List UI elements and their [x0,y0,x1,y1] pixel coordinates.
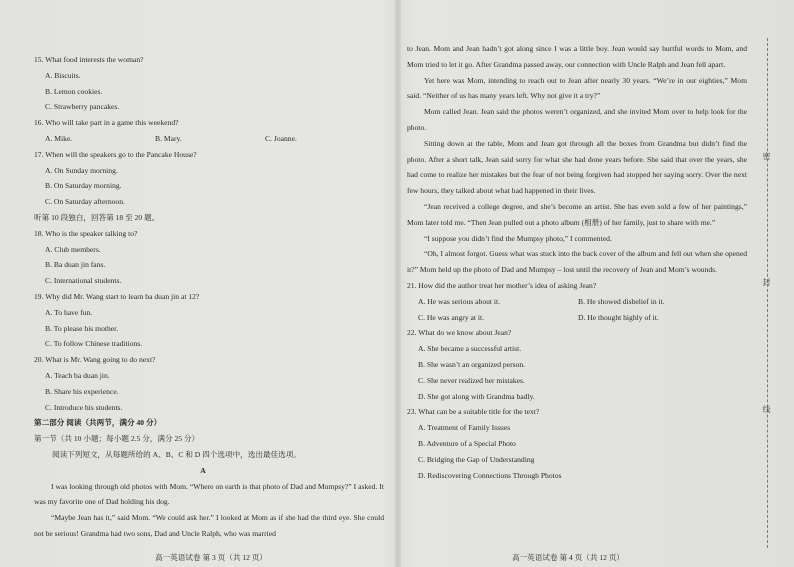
option: B. She wasn’t an organized person. [418,359,526,369]
passage-paragraph: “Oh, I almost forgot. Guess what was stuck into the back cover of the album and fell out when she opened it?” Mom held up the photo of Dad and Mumpsy – lost until the recovery of Jean and Mom’s wounds. [407,249,747,275]
option: A. Club members. [45,244,101,254]
options-row [34,131,384,147]
option: A. Treatment of Family Issues [418,423,511,433]
option: B. On Saturday morning. [45,181,122,191]
passage-paragraph: to Jean. Mom and Jean hadn’t got along since I was a little boy. Jean would say hurtful words to Mom, and Mom tried to let it go. After Grandma passed away, our connection with Uncle Ralph and Jean fell apart. [407,44,747,69]
reading-instruction: 阅读下列短文，从每题所给的 A、B、C 和 D 四个选项中，选出最佳选项。 [52,449,301,459]
option: B. Mary. [155,133,182,143]
passage-paragraph: Yet here was Mom, intending to reach out to Jean after nearly 30 years. “We’re in our eighties,” Mom said. “Neither of us has many years left. Why not give it a try?” [407,75,747,101]
options-row [407,294,747,310]
passage-paragraph: “I suppose you didn’t find the Mumpsy photo,” I commented. [424,233,612,243]
option: D. Rediscovering Connections Through Photos [418,470,562,480]
question-21: 21. How did the author treat her mother’s idea of asking Jean? [407,280,597,290]
binding-mark-mid: 封 [762,278,771,286]
page-footer-left: 高一英语试卷 第 3 页（共 12 页） [155,553,268,562]
option: C. To follow Chinese traditions. [45,339,143,349]
question-19: 19. Why did Mr. Wang start to learn ba duan jin at 12? [34,291,200,301]
left-page [34,52,384,542]
question-17: 17. When will the speakers go to the Pancake House? [34,149,197,159]
right-page [407,41,747,483]
page-fold [395,0,401,567]
option: C. He was angry at it. [418,312,485,322]
option: D. He thought highly of it. [578,312,659,322]
option: C. International students. [45,276,122,286]
option: B. Lemon cookies. [45,86,103,96]
option: C. Strawberry pancakes. [45,102,120,112]
passage-paragraph: “Maybe Jean has it,” said Mom. “We could ask her.” I looked at Mom as if she had the third eye. She could not be serious! Grandma had two sons, Dad and Uncle Ralph, who was married [34,513,384,538]
option: B. Adventure of a Special Photo [418,438,516,448]
option: A. On Sunday morning. [45,165,118,175]
question-20: 20. What is Mr. Wang going to do next? [34,355,156,365]
question-16: 16. Who will take part in a game this weekend? [34,118,179,128]
option: C. Introduce his students. [45,402,123,412]
option: C. She never realized her mistakes. [418,375,525,385]
passage-paragraph: I was looking through old photos with Mom. “Where on earth is that photo of Dad and Mumpsy?” I asked. It was my favorite one of Dad holding his dog. [34,481,384,507]
question-23: 23. What can be a suitable title for the text? [407,407,540,417]
option: A. Teach ba duan jin. [45,370,110,380]
option: A. He was serious about it. [418,296,501,306]
section-heading: 第一节（共 10 小题；每小题 2.5 分，满分 25 分） [34,434,200,444]
option: A. To have fun. [45,307,93,317]
question-18: 18. Who is the speaker talking to? [34,228,138,238]
option: A. Biscuits. [45,70,81,80]
passage-label: A [200,465,206,475]
binding-line [767,38,768,548]
option: C. Bridging the Gap of Understanding [418,454,535,464]
question-22: 22. What do we know about Jean? [407,328,512,338]
option: B. To please his mother. [45,323,119,333]
option: B. He showed disbelief in it. [578,296,665,306]
passage-paragraph: Sitting down at the table, Mom and Jean got through all the boxes from Grandma but didn’t find the photo. After a short talk, Jean said sorry for what she had done years before. She said that over the years, she had come to realize her mistakes but the fear of not being forgiven had stopped her saying sorry. Over the next few hours, they talked about what had happened in their lives. [407,138,747,196]
option: B. Share his experience. [45,386,119,396]
options-row [407,310,747,326]
option: A. Mike. [45,133,73,143]
binding-mark-bottom: 线 [762,405,771,413]
passage-paragraph: Mom called Jean. Jean said the photos weren’t organized, and she invited Mom over to help look for the photo. [407,107,747,132]
listening-instruction: 听第 10 段独白，回答第 18 至 20 题。 [34,212,160,222]
passage-paragraph: “Jean received a college degree, and she’s become an artist. She has even sold a few of her paintings,” Mom later told me. “Then Jean pulled out a photo album (相册) of her family, just to share with me.” [407,201,747,227]
option: D. She got along with Grandma badly. [418,391,535,401]
part-heading: 第二部分 阅读（共两节，满分 40 分） [34,418,162,428]
question-15: 15. What food interests the woman? [34,55,144,64]
option: C. Joanne. [265,133,297,143]
option: B. Ba duan jin fans. [45,260,106,270]
option: A. She became a successful artist. [418,344,522,354]
option: C. On Saturday afternoon. [45,197,125,207]
page-footer-right: 高一英语试卷 第 4 页（共 12 页） [512,553,625,562]
binding-mark-top: 密 [762,152,771,160]
